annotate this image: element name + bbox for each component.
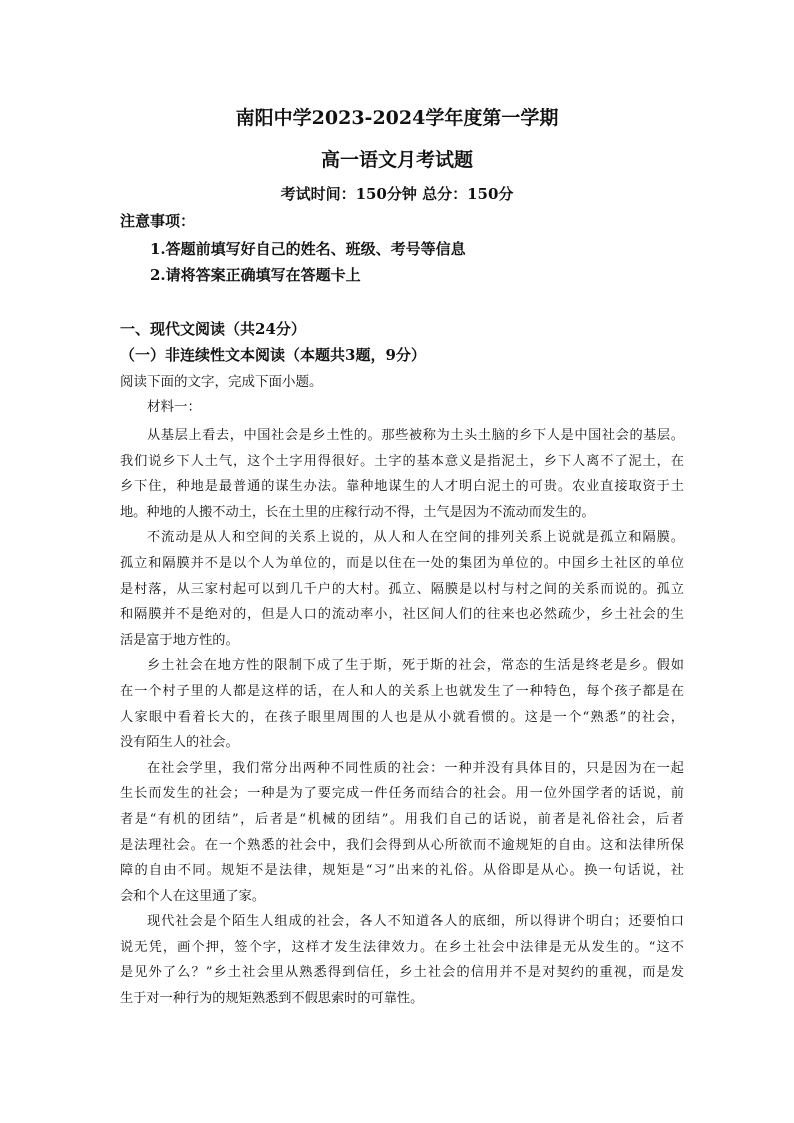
passage-line: 人家眼中看着长大的，在孩子眼里周围的人也是从小就看惯的。这是一个“熟悉”的社会， <box>120 709 684 725</box>
passage-line: 我们说乡下人土气，这个土字用得很好。土字的基本意义是指泥土，乡下人离不了泥土，在 <box>120 453 684 469</box>
material-label: 材料一： <box>147 399 201 415</box>
passage-line: 是法理社会。在一个熟悉的社会中，我们会得到从心所欲而不逾规矩的自由。这和法律所保 <box>120 837 684 853</box>
passage-line: 者是“有机的团结”，后者是“机械的团结”。用我们自己的话说，前者是礼俗社会，后者 <box>120 811 684 827</box>
notice-item-2: 2.请将答案正确填写在答题卡上 <box>150 266 361 284</box>
passage-line: 孤立和隔膜并不是以个人为单位的，而是以住在一处的集团为单位的。中国乡土社区的单位 <box>120 555 684 571</box>
passage-line: 和隔膜并不是绝对的，但是人口的流动率小，社区间人们的往来也必然疏少，乡土社会的生 <box>120 607 684 623</box>
section-subheading: （一）非连续性文本阅读（本题共3题，9分） <box>120 346 426 364</box>
passage-line: 是见外了么？”乡土社会里从熟悉得到信任，乡土社会的信用并不是对契约的重视，而是发 <box>120 965 684 981</box>
passage-line: 地。种地的人搬不动土，长在土里的庄稼行动不得，土气是因为不流动而发生的。 <box>120 504 595 520</box>
passage-line: 没有陌生人的社会。 <box>120 735 239 751</box>
passage-line: 障的自由不同。规矩不是法律，规矩是“习”出来的礼俗。从俗即是从心。换一句话说，社 <box>120 863 684 879</box>
passage-line: 生长而发生的社会；一种是为了要完成一件任务而结合的社会。用一位外国学者的话说，前 <box>120 786 684 802</box>
notice-item-1: 1.答题前填写好自己的姓名、班级、考号等信息 <box>150 240 466 258</box>
exam-title-line1: 南阳中学2023-2024学年度第一学期 <box>235 107 559 129</box>
passage-line: 生于对一种行为的规矩熟悉到不假思索时的可靠性。 <box>120 991 424 1007</box>
reading-instruction: 阅读下面的文字，完成下面小题。 <box>120 374 323 390</box>
section-heading: 一、现代文阅读（共24分） <box>120 320 306 338</box>
passage-line: 在社会学里，我们常分出两种不同性质的社会：一种并没有具体目的，只是因为在一起 <box>147 760 684 776</box>
passage-line: 现代社会是个陌生人组成的社会，各人不知道各人的底细，所以得讲个明白；还要怕口 <box>147 914 684 930</box>
passage-line: 在一个村子里的人都是这样的话，在人和人的关系上也就发生了一种特色，每个孩子都是在 <box>120 683 684 699</box>
passage-line: 不流动是从人和空间的关系上说的，从人和人在空间的排列关系上说就是孤立和隔膜。 <box>147 530 684 546</box>
exam-title-line2: 高一语文月考试题 <box>320 149 473 171</box>
passage-line: 乡土社会在地方性的限制下成了生于斯，死于斯的社会，常态的生活是终老是乡。假如 <box>147 658 684 674</box>
exam-time-and-score: 考试时间：150分钟 总分：150分 <box>280 185 514 203</box>
passage-line: 会和个人在这里通了家。 <box>120 888 266 904</box>
passage-line: 乡下住，种地是最普通的谋生办法。靠种地谋生的人才明白泥土的可贵。农业直接取资于土 <box>120 479 684 495</box>
passage-line: 活是富于地方性的。 <box>120 632 239 648</box>
passage-line: 说无凭，画个押，签个字，这样才发生法律效力。在乡土社会中法律是无从发生的。“这不 <box>120 939 684 955</box>
notice-label: 注意事项： <box>120 212 196 230</box>
passage-line: 从基层上看去，中国社会是乡土性的。那些被称为土头土脑的乡下人是中国社会的基层。 <box>147 428 684 443</box>
passage-body <box>120 423 684 1012</box>
passage-line: 是村落，从三家村起可以到几千户的大村。孤立、隔膜是以村与村之间的关系而说的。孤立 <box>120 581 684 597</box>
